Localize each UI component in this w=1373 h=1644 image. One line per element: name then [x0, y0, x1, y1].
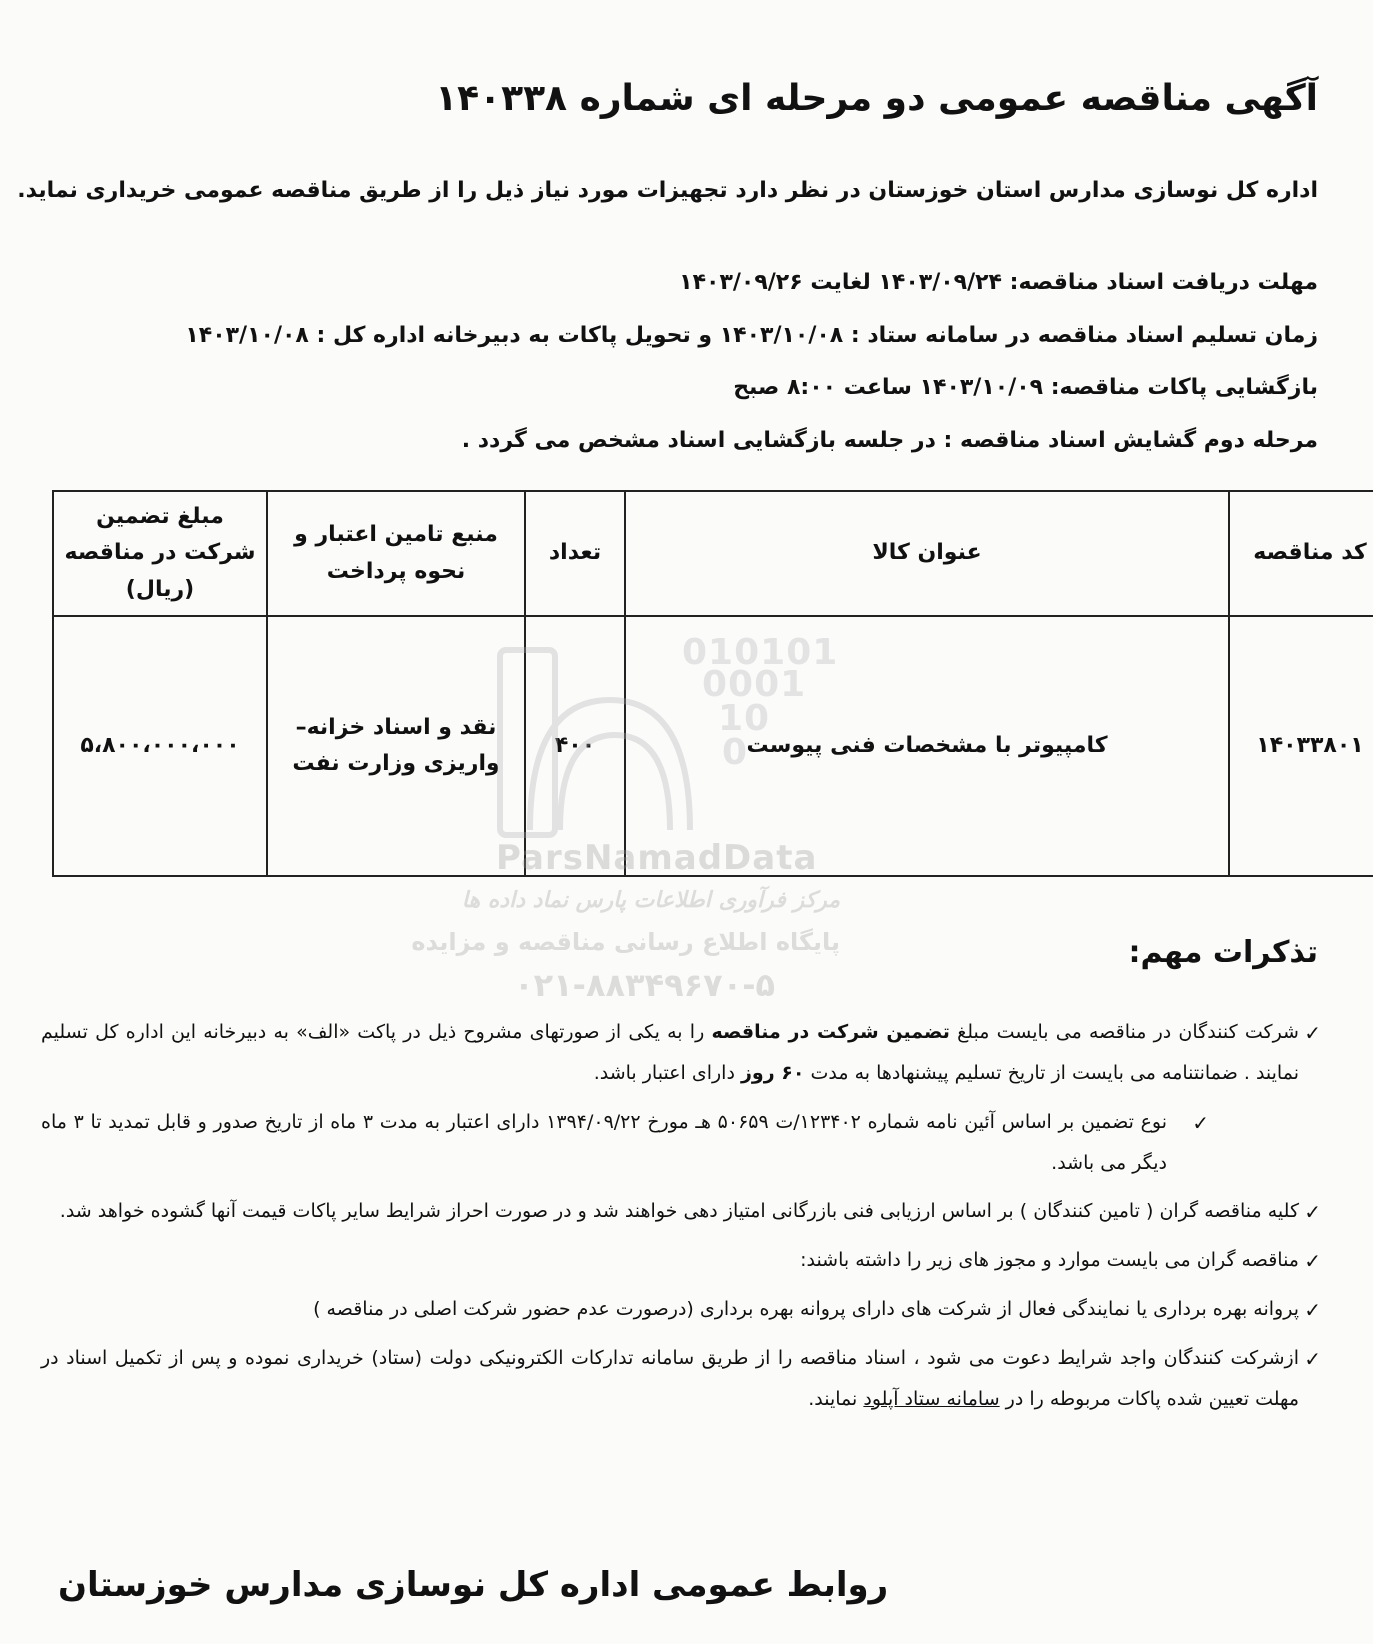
- notes-list: [41, 1012, 1321, 1428]
- watermark-digits-1: 010101: [682, 632, 839, 673]
- note-text: مناقصه گران می بایست موارد و مجوز های زیر را داشته باشند:: [800, 1249, 1299, 1272]
- parsnamaddata-watermark: [411, 632, 870, 1004]
- checkmark-icon: ✓: [1304, 1249, 1321, 1274]
- note-text: پروانه بهره برداری یا نمایندگی فعال از شرکت های دارای پروانه بهره برداری (درصورت عدم حضور شرکت اصلی در مناقصه ): [313, 1298, 1299, 1321]
- note-text: ازشرکت کنندگان واجد شرایط دعوت می شود ، اسناد مناقصه را از طریق سامانه تدارکات الکترونیکی دولت (ستاد) خریداری نموده و پس از تکمیل اسناد در مهلت تعیین شده پاکات مربوطه را در سامانه ستاد آپلود نمایند.: [41, 1346, 1299, 1410]
- checkmark-icon: ✓: [1304, 1021, 1321, 1045]
- header-tender-code: کد مناقصه: [1229, 491, 1373, 616]
- cell-quantity: ۴۰۰: [525, 616, 625, 876]
- watermark-digits-2: 0001: [702, 664, 807, 705]
- watermark-phone: ۰۲۱-۸۸۳۴۹۶۷۰-۵: [514, 966, 775, 1004]
- header-item-title: عنوان کالا: [625, 491, 1229, 616]
- checkmark-icon: ✓: [1304, 1298, 1321, 1323]
- header-quantity: تعداد: [525, 491, 625, 616]
- checkmark-icon: ✓: [1304, 1200, 1321, 1225]
- document-receipt-deadline: مهلت دریافت اسناد مناقصه: ۱۴۰۳/۰۹/۲۴ لغایت ۱۴۰۳/۰۹/۲۶: [679, 270, 1318, 295]
- note-text: کلیه مناقصه گران ( تامین کنندگان ) بر اساس ارزیابی فنی بازرگانی امتیاز دهی خواهند شد و در صورت احراز شرایط سایر پاکات قیمت آنها گشوده خواهد شد.: [59, 1200, 1299, 1223]
- header-funding-source: منبع تامین اعتبار و نحوه پرداخت: [267, 491, 525, 616]
- cell-item-title: کامپیوتر با مشخصات فنی پیوست: [625, 616, 1229, 876]
- note-text: نوع تضمین بر اساس آئین نامه شماره ۱۲۳۴۰۲/ت ۵۰۶۵۹ هـ مورخ ۱۳۹۴/۰۹/۲۲ دارای اعتبار به مدت ۳ ماه از تاریخ صدور و قابل تمدید تا ۳ ماه دیگر می باشد.: [41, 1110, 1168, 1174]
- document-submission-time: زمان تسلیم اسناد مناقصه در سامانه ستاد : ۱۴۰۳/۱۰/۰۸ و تحویل پاکات به دبیرخانه اداره کل : ۱۴۰۳/۱۰/۰۸: [185, 323, 1318, 348]
- watermark-digits-3: 10: [718, 698, 771, 739]
- checkmark-icon: ✓: [1192, 1110, 1209, 1135]
- note-item: [41, 1012, 1321, 1094]
- cell-funding-source: نقد و اسناد خزانه– واریزی وزارت نفت: [267, 616, 525, 876]
- table-header-row: [53, 491, 1373, 616]
- checkmark-icon: ✓: [1304, 1346, 1321, 1371]
- notice-intro: اداره کل نوسازی مدارس استان خوزستان در نظر دارد تجهیزات مورد نیاز ذیل را از طریق مناقصه عمومی خریداری نماید.: [17, 178, 1318, 203]
- note-text: شرکت کنندگان در مناقصه می بایست مبلغ تضمین شرکت در مناقصه را به یکی از صورتهای مشروح ذیل در پاکت «الف» به دبیرخانه این اداره کل تسلیم نمایند . ضمانتنامه می بایست از تاریخ تسلیم پیشنهادها به مدت ۶۰ روز دارای اعتبار باشد.: [41, 1021, 1299, 1084]
- note-item: [41, 1338, 1321, 1420]
- watermark-brand: ParsNamadData: [496, 838, 818, 878]
- cell-tender-code: ۱۴۰۳۳۸۰۱: [1229, 616, 1373, 876]
- note-item: [41, 1289, 1321, 1330]
- watermark-digits-4: 0: [722, 732, 749, 773]
- cell-guarantee-amount: ۵،۸۰۰،۰۰۰،۰۰۰: [53, 616, 267, 876]
- envelope-opening-time: بازگشایی پاکات مناقصه: ۱۴۰۳/۱۰/۰۹ ساعت ۸:۰۰ صبح: [733, 375, 1318, 400]
- notice-title: آگهی مناقصه عمومی دو مرحله ای شماره ۱۴۰۳۳۸: [435, 78, 1318, 119]
- note-item: [41, 1191, 1321, 1232]
- note-item: [41, 1102, 1321, 1184]
- notes-heading: تذکرات مهم:: [1128, 935, 1318, 970]
- second-stage-opening: مرحله دوم گشایش اسناد مناقصه : در جلسه بازگشایی اسناد مشخص می گردد .: [461, 428, 1318, 453]
- watermark-caption-2: پایگاه اطلاع رسانی مناقصه و مزایده: [411, 928, 840, 956]
- footer-signature: روابط عمومی اداره کل نوسازی مدارس خوزستان: [58, 1565, 889, 1605]
- header-guarantee-amount: مبلغ تضمین شرکت در مناقصه (ریال): [53, 491, 267, 616]
- note-item: [41, 1240, 1321, 1281]
- watermark-caption-1: مرکز فرآوری اطلاعات پارس نماد داده ها: [461, 888, 840, 913]
